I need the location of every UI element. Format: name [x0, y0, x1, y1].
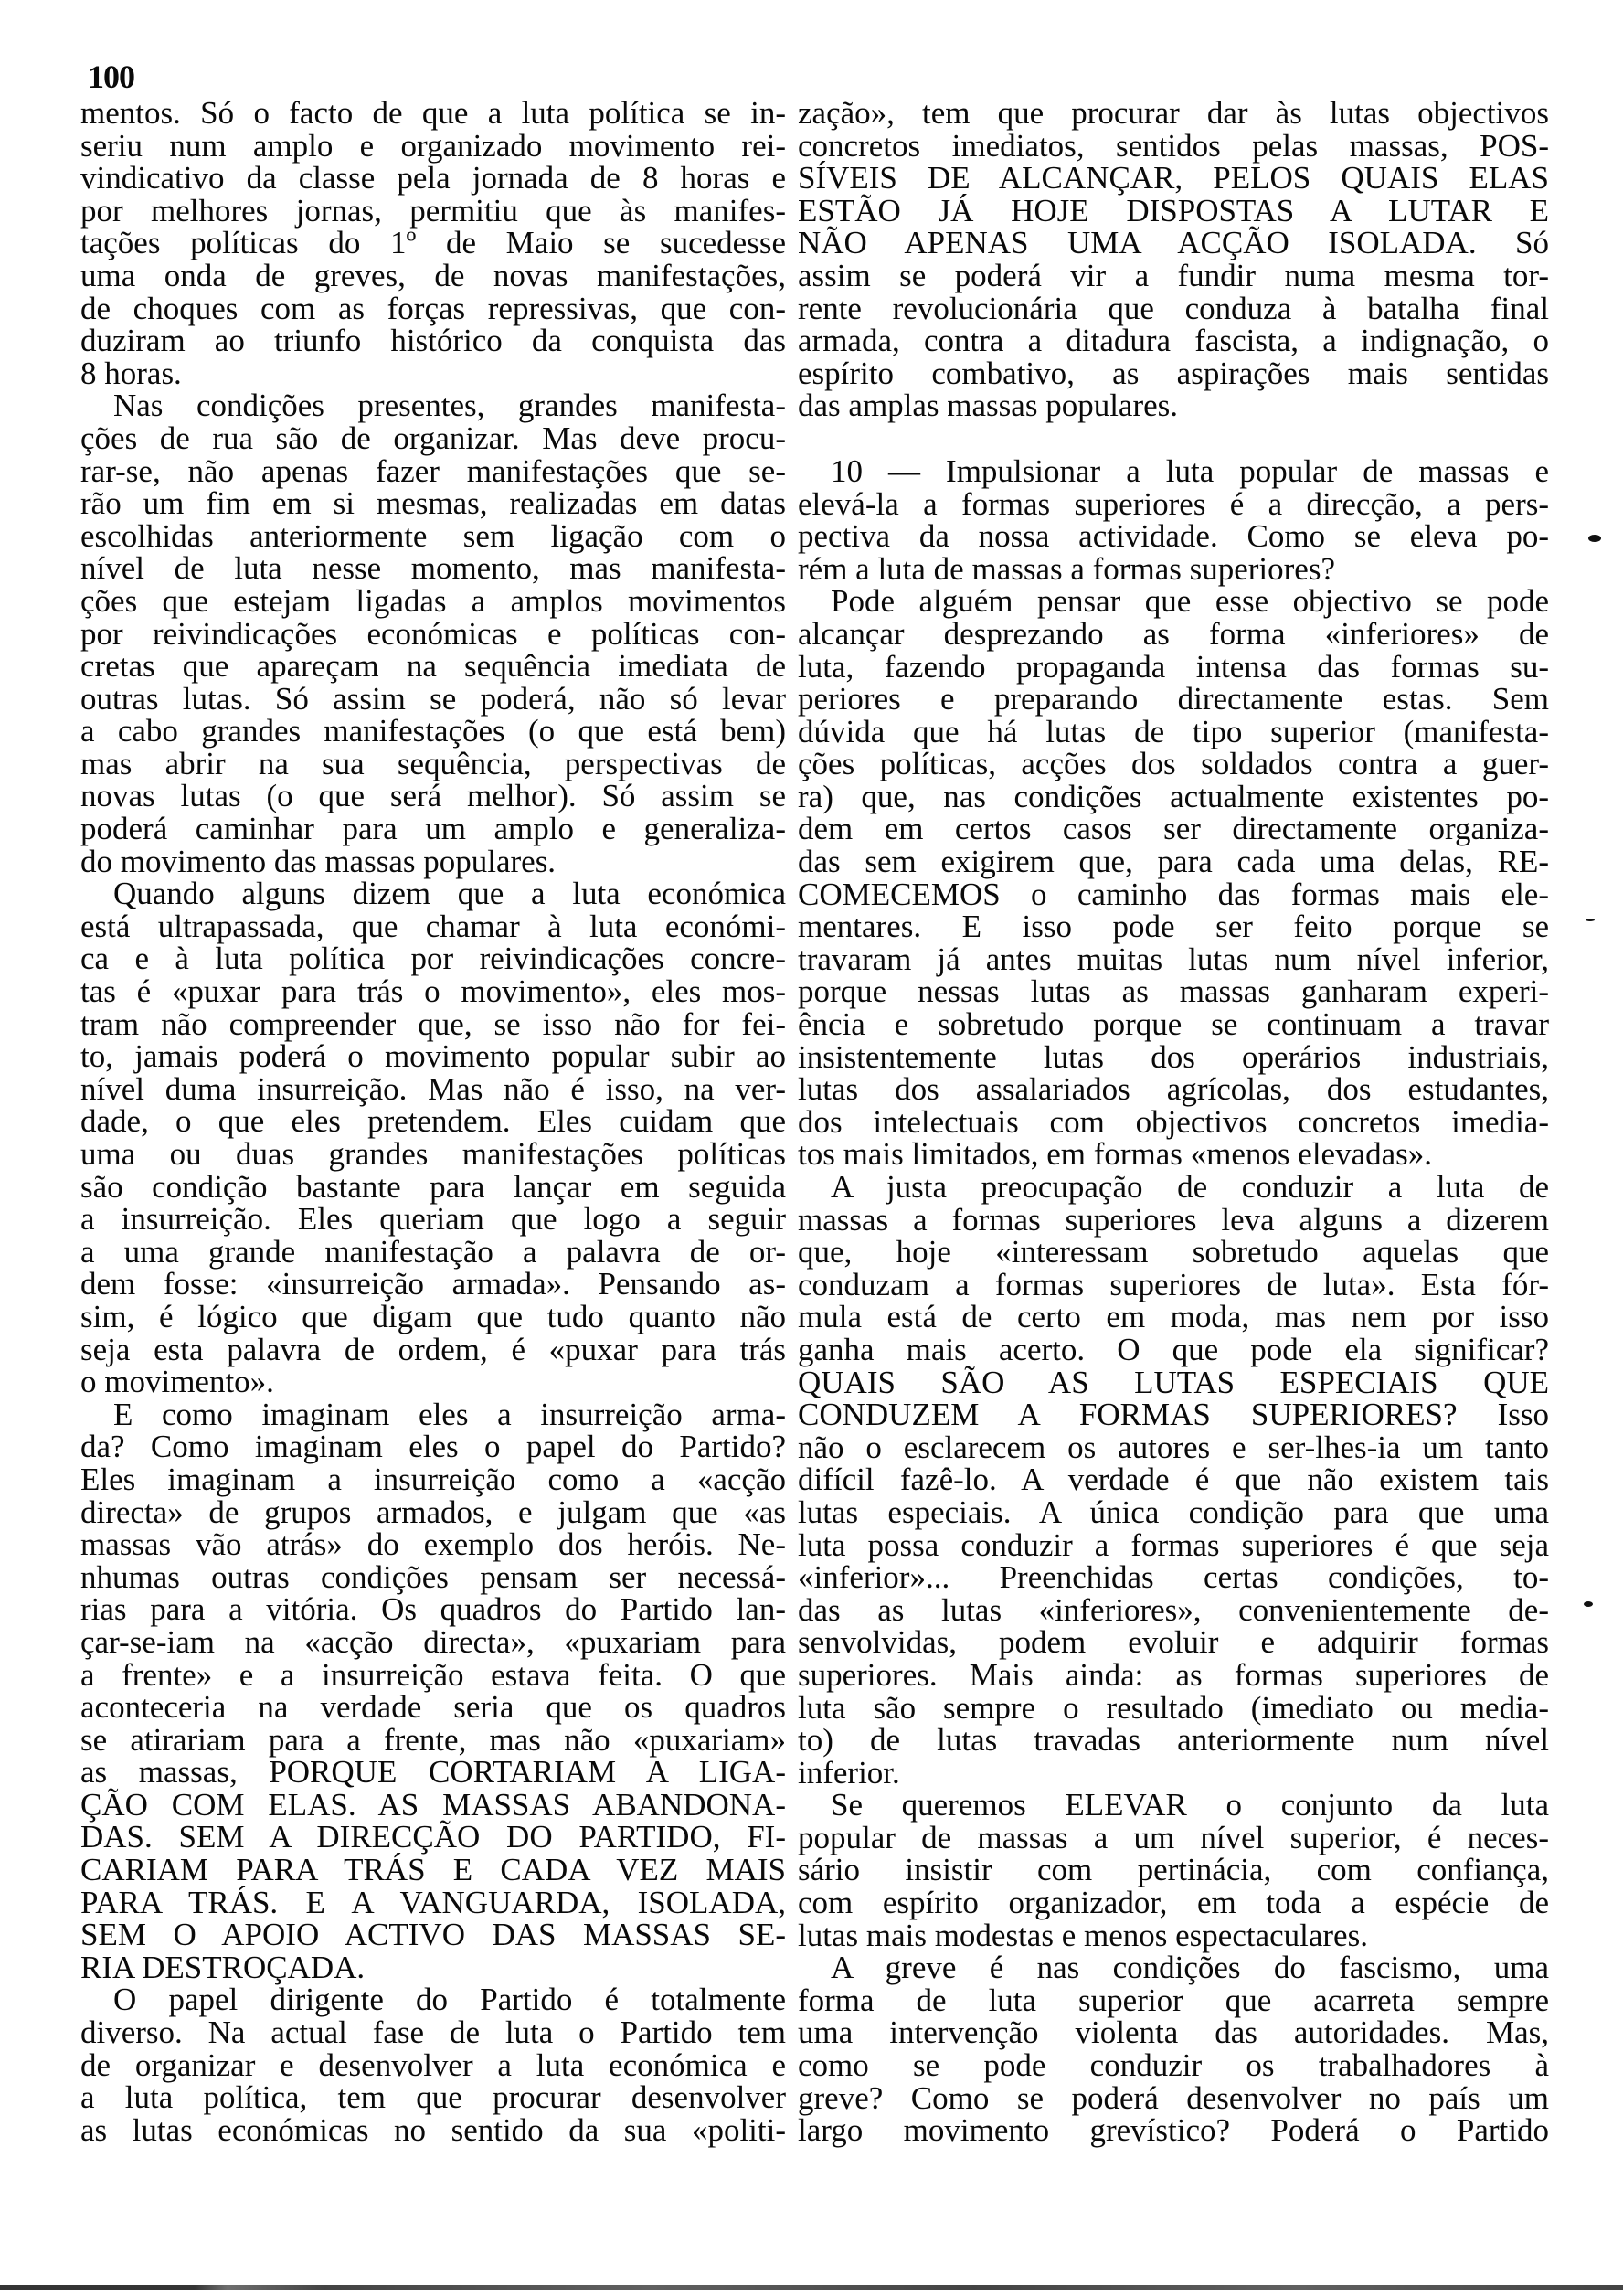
text-line: nível de luta nesse momento, mas manifesta-: [80, 550, 786, 587]
text-line: rém a luta de massas a formas superiores?: [798, 550, 1335, 587]
paragraph-first-line: Se queremos ELEVAR o conjunto da luta: [831, 1787, 1549, 1823]
text-line: seriu num amplo e organizado movimento rei-: [80, 127, 786, 164]
paragraph-first-line: 10 — Impulsionar a luta popular de massas e: [831, 452, 1549, 489]
text-line: greve? Como se poderá desenvolver no país um: [798, 2079, 1549, 2116]
text-line: mentos. Só o facto de que a luta política se in-: [80, 95, 786, 131]
text-line: sário insistir com pertinácia, com confiança,: [798, 1852, 1549, 1888]
text-line: forma de luta superior que acarreta sempre: [798, 1982, 1549, 2018]
text-line: periores e preparando directamente estas. Sem: [798, 681, 1549, 718]
text-line: pectiva da nossa actividade. Como se eleva po-: [798, 518, 1549, 555]
text-line: PARA TRÁS. E A VANGUARDA, ISOLADA,: [80, 1884, 786, 1920]
text-line: ções políticas, acções dos soldados contra a guer-: [798, 746, 1549, 782]
text-line: luta, fazendo propaganda intensa das formas su-: [798, 648, 1549, 685]
text-line: popular de massas a um nível superior, é neces-: [798, 1819, 1549, 1855]
text-line: Eles imaginam a insurreição como a «acção: [80, 1461, 786, 1497]
text-line: por reivindicações económicas e políticas con-: [80, 615, 786, 652]
text-line: assim se poderá vir a fundir numa mesma tor-: [798, 257, 1549, 293]
text-line: a uma grande manifestação a palavra de or-: [80, 1233, 786, 1270]
right-text-column: [798, 97, 1549, 2147]
text-line: diverso. Na actual fase de luta o Partido tem: [80, 2014, 786, 2051]
page-bottom-edge: [0, 2285, 1623, 2290]
text-line: zação», tem que procurar dar às lutas objectivos: [798, 95, 1549, 131]
text-line: mentares. E isso pode ser feito porque se: [798, 909, 1549, 945]
text-line: ESTÃO JÁ HOJE DISPOSTAS A LUTAR E: [798, 192, 1549, 229]
text-line: «inferior»... Preenchidas certas condições, to-: [798, 1559, 1549, 1596]
text-line: o movimento».: [80, 1364, 274, 1400]
text-line: sim, é lógico que digam que tudo quanto não: [80, 1298, 786, 1334]
text-line: seja esta palavra de ordem, é «puxar para trás: [80, 1331, 786, 1367]
text-line: QUAIS SÃO AS LUTAS ESPECIAIS QUE: [798, 1364, 1549, 1400]
text-line: por melhores jornas, permitiu que às manifes-: [80, 192, 786, 229]
text-line: das amplas massas populares.: [798, 388, 1179, 424]
text-line: to, jamais poderá o movimento popular subir ao: [80, 1038, 786, 1075]
text-line: inferior.: [798, 1754, 900, 1791]
text-line: de organizar e desenvolver a luta económica e: [80, 2046, 786, 2083]
text-line: dos intelectuais com objectivos concretos imedia-: [798, 1103, 1549, 1140]
text-line: SÍVEIS DE ALCANÇAR, PELOS QUAIS ELAS: [798, 160, 1549, 197]
text-line: dem fosse: «insurreição armada». Pensando as-: [80, 1266, 786, 1302]
text-line: directa» de grupos armados, e julgam que «as: [80, 1493, 786, 1530]
text-line: das sem exigirem que, para cada uma delas, RE-: [798, 844, 1549, 880]
text-line: dúvida que há lutas de tipo superior (manifesta-: [798, 713, 1549, 749]
text-line: lutas dos assalariados agrícolas, dos estudantes,: [798, 1071, 1549, 1108]
text-line: da? Como imaginam eles o papel do Partido?: [80, 1429, 786, 1465]
text-line: são condição bastante para lançar em seguida: [80, 1168, 786, 1205]
text-line: CARIAM PARA TRÁS E CADA VEZ MAIS: [80, 1852, 786, 1888]
text-line: armada, contra a ditadura fascista, a indignação, o: [798, 323, 1549, 359]
text-line: do movimento das massas populares.: [80, 843, 557, 879]
text-line: COMECEMOS o caminho das formas mais ele-: [798, 876, 1549, 912]
text-line: senvolvidas, podem evoluir e adquirir formas: [798, 1624, 1549, 1661]
text-line: nhumas outras condições pensam ser necessá-: [80, 1558, 786, 1595]
margin-speck: [1586, 919, 1595, 921]
text-line: tações políticas do 1º de Maio se sucedesse: [80, 225, 786, 261]
text-line: tas é «puxar para trás o movimento», eles mos-: [80, 973, 786, 1010]
text-line: poderá caminhar para um amplo e generaliza-: [80, 811, 786, 847]
text-line: difícil fazê-lo. A verdade é que não existem tais: [798, 1462, 1549, 1498]
text-line: 8 horas.: [80, 355, 182, 391]
text-line: nível duma insurreição. Mas não é isso, na ver-: [80, 1070, 786, 1107]
text-line: espírito combativo, as aspirações mais sentidas: [798, 355, 1549, 391]
text-line: de choques com as forças repressivas, que con-: [80, 290, 786, 326]
text-line: aconteceria na verdade seria que os quadros: [80, 1689, 786, 1726]
text-line: dade, o que eles pretendem. Eles cuidam que: [80, 1103, 786, 1140]
text-line: novas lutas (o que será melhor). Só assim se: [80, 778, 786, 814]
text-line: ções de rua são de organizar. Mas deve procu-: [80, 420, 786, 456]
text-line: superiores. Mais ainda: as formas superiores de: [798, 1656, 1549, 1693]
text-line: rias para a vitória. Os quadros do Partido lan-: [80, 1591, 786, 1628]
text-line: vindicativo da classe pela jornada de 8 horas e: [80, 160, 786, 197]
text-line: NÃO APENAS UMA ACÇÃO ISOLADA. Só: [798, 225, 1549, 261]
text-line: dem em certos casos ser directamente organiza-: [798, 811, 1549, 847]
text-line: conduzam a formas superiores de luta». Esta fór-: [798, 1266, 1549, 1302]
text-line: a insurreição. Eles queriam que logo a seguir: [80, 1201, 786, 1238]
text-line: largo movimento grevístico? Poderá o Partido: [798, 2112, 1549, 2149]
text-line: ra) que, nas condições actualmente existentes po-: [798, 778, 1549, 814]
text-line: com espírito organizador, em toda a espécie de: [798, 1885, 1549, 1921]
text-line: concretos imediatos, sentidos pelas massas, POS-: [798, 127, 1549, 164]
text-line: massas vão atrás» do exemplo dos heróis. Ne-: [80, 1526, 786, 1563]
paragraph-first-line: Nas condições presentes, grandes manifesta-: [113, 388, 786, 424]
text-line: elevá-la a formas superiores é a direcção, a pers-: [798, 485, 1549, 522]
text-line: as lutas económicas no sentido da sua «politi-: [80, 2111, 786, 2148]
text-line: luta são sempre o resultado (imediato ou media-: [798, 1689, 1549, 1726]
margin-speck: [1588, 535, 1601, 542]
text-line: DAS. SEM A DIRECÇÃO DO PARTIDO, FI-: [80, 1819, 786, 1855]
text-line: SEM O APOIO ACTIVO DAS MASSAS SE-: [80, 1917, 786, 1953]
text-line: insistentemente lutas dos operários industriais,: [798, 1038, 1549, 1075]
paragraph-first-line: A justa preocupação de conduzir a luta de: [831, 1169, 1549, 1205]
paragraph-first-line: Quando alguns dizem que a luta económica: [113, 876, 786, 912]
paragraph-first-line: O papel dirigente do Partido é totalmente: [113, 1982, 786, 2018]
paragraph-first-line: A greve é nas condições do fascismo, uma: [831, 1950, 1549, 1986]
text-line: tos mais limitados, em formas «menos elevadas».: [798, 1136, 1433, 1173]
text-line: RIA DESTROÇADA.: [80, 1949, 366, 1985]
text-line: rão um fim em si mesmas, realizadas em datas: [80, 485, 786, 522]
paragraph-first-line: E como imaginam eles a insurreição arma-: [113, 1396, 786, 1432]
paragraph-first-line: Pode alguém pensar que esse objectivo se pode: [831, 583, 1549, 620]
text-line: escolhidas anteriormente sem ligação com o: [80, 517, 786, 554]
left-text-column: [80, 97, 786, 2146]
text-line: a cabo grandes manifestações (o que está bem): [80, 713, 786, 749]
text-line: a frente» e a insurreição estava feita. O que: [80, 1656, 786, 1693]
text-line: as massas, PORQUE CORTARIAM A LIGA-: [80, 1754, 786, 1791]
text-line: rar-se, não apenas fazer manifestações que se-: [80, 452, 786, 489]
text-line: to) de lutas travadas anteriormente num nível: [798, 1722, 1549, 1759]
text-line: uma ou duas grandes manifestações políticas: [80, 1136, 786, 1172]
text-line: que, hoje «interessam sobretudo aquelas que: [798, 1234, 1549, 1270]
text-line: cretas que apareçam na sequência imediata de: [80, 648, 786, 685]
text-line: mula está de certo em moda, mas nem por isso: [798, 1299, 1549, 1335]
text-line: rente revolucionária que conduza à batalha final: [798, 290, 1549, 326]
text-line: çar-se-iam na «acção directa», «puxariam para: [80, 1623, 786, 1660]
text-line: das as lutas «inferiores», convenientemente de-: [798, 1591, 1549, 1628]
text-line: como se pode conduzir os trabalhadores à: [798, 2047, 1549, 2084]
text-line: outras lutas. Só assim se poderá, não só levar: [80, 680, 786, 717]
text-line: a luta política, tem que procurar desenvolver: [80, 2079, 786, 2116]
text-line: alcançar desprezando as forma «inferiores» de: [798, 615, 1549, 652]
text-line: se atirariam para a frente, mas não «puxariam»: [80, 1721, 786, 1758]
text-line: uma intervenção violenta das autoridades. Mas,: [798, 2014, 1549, 2051]
text-line: duziram ao triunfo histórico da conquista das: [80, 323, 786, 359]
text-line: ções que estejam ligadas a amplos movimentos: [80, 582, 786, 619]
text-line: mas abrir na sua sequência, perspectivas de: [80, 745, 786, 781]
text-line: não o esclarecem os autores e ser-lhes-ia um tanto: [798, 1429, 1549, 1465]
text-line: travaram já antes muitas lutas num nível inferior,: [798, 941, 1549, 977]
text-line: CONDUZEM A FORMAS SUPERIORES? Isso: [798, 1397, 1549, 1433]
text-line: lutas especiais. A única condição para que uma: [798, 1493, 1549, 1530]
text-line: lutas mais modestas e menos espectaculares.: [798, 1917, 1368, 1953]
text-line: ÇÃO COM ELAS. AS MASSAS ABANDONA-: [80, 1786, 786, 1823]
text-line: ganha mais acerto. O que pode ela significar?: [798, 1331, 1549, 1367]
text-line: uma onda de greves, de novas manifestações,: [80, 257, 786, 293]
margin-speck: [1584, 1601, 1593, 1607]
text-line: está ultrapassada, que chamar à luta económi-: [80, 908, 786, 944]
text-line: luta possa conduzir a formas superiores é que seja: [798, 1526, 1549, 1563]
text-line: porque nessas lutas as massas ganharam experi-: [798, 973, 1549, 1010]
text-line: massas a formas superiores leva alguns a dizerem: [798, 1201, 1549, 1238]
page-number: 100: [88, 58, 134, 95]
text-line: tram não compreender que, se isso não for fei-: [80, 1005, 786, 1042]
text-line: ência e sobretudo porque se continuam a travar: [798, 1006, 1549, 1043]
text-line: ca e à luta política por reivindicações concre-: [80, 941, 786, 977]
